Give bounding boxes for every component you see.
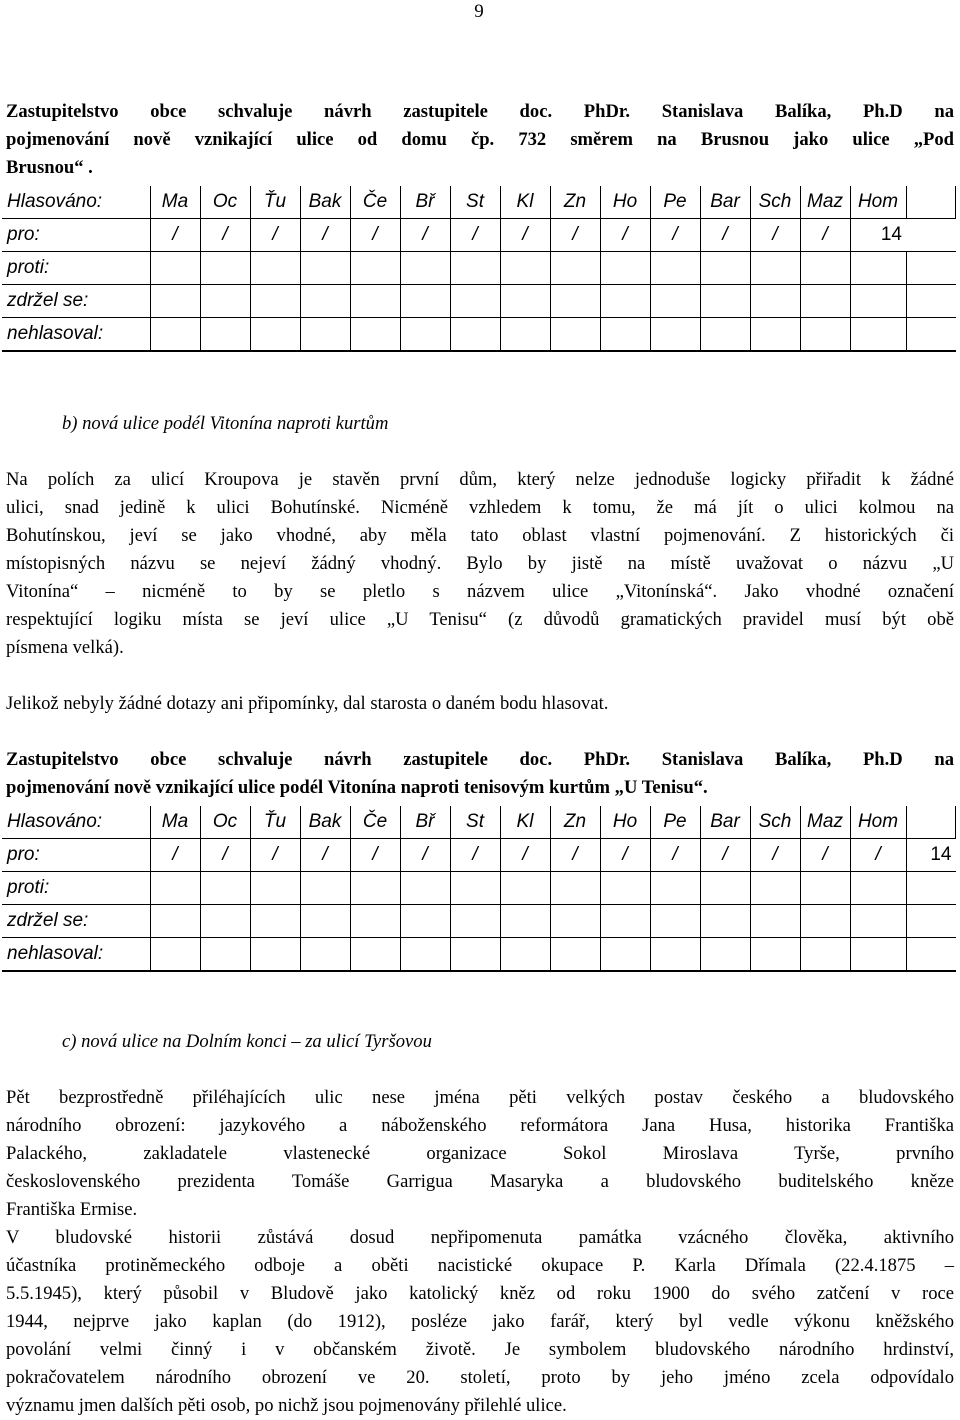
vote-cell [450, 872, 500, 905]
member-abbrev: Oc [200, 806, 250, 839]
vote-header-row [2, 806, 956, 839]
section-b-text [6, 466, 954, 662]
vote-cell [150, 905, 200, 938]
vote-cell [200, 252, 250, 285]
member-abbrev: Ho [600, 806, 650, 839]
vote-cell [700, 872, 750, 905]
text-line: národního obrození: jazykového a náboženského reformátora Jana Husa, historika Františka [6, 1115, 954, 1136]
vote-cell: / [400, 219, 450, 252]
vote-cell [200, 318, 250, 352]
vote-cell [650, 938, 700, 972]
vote-cell [600, 905, 650, 938]
vote-cell [600, 938, 650, 972]
vote-cell [350, 872, 400, 905]
vote-cell [450, 938, 500, 972]
vote-cell [350, 318, 400, 352]
member-abbrev: Sch [750, 806, 800, 839]
vote-cell: / [800, 219, 850, 252]
text-line: Na polích za ulicí Kroupova je stavěn první dům, který nelze jednoduše logicky přiřadit k žádné [6, 469, 954, 490]
vote-header-spacer [906, 186, 956, 219]
vote-cell [850, 318, 906, 352]
vote-cell [800, 252, 850, 285]
vote-cell [450, 285, 500, 318]
vote-row [2, 219, 956, 252]
vote-cell [200, 285, 250, 318]
vote-cell [750, 905, 800, 938]
vote-cell [450, 905, 500, 938]
vote-row [2, 938, 956, 972]
member-abbrev: Ťu [250, 186, 300, 219]
vote-cell [850, 872, 906, 905]
member-abbrev: Kl [500, 806, 550, 839]
vote-header-row [2, 186, 956, 219]
vote-cell: / [700, 839, 750, 872]
vote-cell: / [300, 839, 350, 872]
vote-row-label: proti: [2, 872, 150, 905]
member-abbrev: Če [350, 186, 400, 219]
text-line: 5.5.1945), který působil v Bludově jako katolický kněz od roku 1900 do svého zatčení v roce [6, 1283, 954, 1304]
member-abbrev: Zn [550, 806, 600, 839]
member-abbrev: Maz [800, 186, 850, 219]
text-line: Bohutínskou, jeví se jako vhodné, aby měla tato oblast vlastní pojmenování. Z historických či [6, 525, 954, 546]
vote-cell [700, 905, 750, 938]
text-line: významu jmen dalších pěti osob, po nichž jsou pojmenovány přilehlé ulice. [6, 1395, 567, 1416]
vote-cell [500, 938, 550, 972]
vote-cell [250, 938, 300, 972]
vote-cell [500, 318, 550, 352]
member-abbrev: St [450, 186, 500, 219]
vote-cell [400, 905, 450, 938]
vote-cell [650, 905, 700, 938]
vote-cell: / [600, 219, 650, 252]
vote-cell [800, 285, 850, 318]
vote-cell [400, 252, 450, 285]
vote-row-label: proti: [2, 252, 150, 285]
vote-cell [750, 252, 800, 285]
text-line: respektující logiku místa se jeví ulice „U Tenisu“ (z důvodů gramatických pravidel musí být obě [6, 609, 954, 630]
vote-cell [600, 252, 650, 285]
vote-cell [700, 252, 750, 285]
vote-cell [200, 905, 250, 938]
vote-cell [500, 252, 550, 285]
vote-row [2, 285, 956, 318]
member-abbrev: Bř [400, 186, 450, 219]
note-line: Jelikož nebyly žádné dotazy ani připomínky, dal starosta o daném bodu hlasovat. [6, 693, 609, 714]
vote-cell [300, 938, 350, 972]
vote-cell [550, 285, 600, 318]
vote-cell: / [750, 219, 800, 252]
vote-cell: / [200, 219, 250, 252]
text-line: pojmenování nově vznikající ulice podél Vitonína naproti tenisovým kurtům „U Tenisu“. [6, 777, 708, 798]
member-abbrev: Kl [500, 186, 550, 219]
vote-cell [800, 905, 850, 938]
vote-cell [250, 872, 300, 905]
vote-table-1 [2, 186, 956, 352]
member-abbrev: Hom [850, 186, 906, 219]
vote-cell [450, 318, 500, 352]
member-abbrev: Hom [850, 806, 906, 839]
member-abbrev: Ťu [250, 806, 300, 839]
vote-cell [400, 318, 450, 352]
section-b-note [6, 690, 954, 718]
member-abbrev: Bar [700, 806, 750, 839]
vote-cell [150, 252, 200, 285]
member-abbrev: St [450, 806, 500, 839]
vote-cell [650, 285, 700, 318]
vote-cell: / [150, 219, 200, 252]
vote-row-label: nehlasoval: [2, 318, 150, 352]
vote-cell [200, 872, 250, 905]
vote-cell: / [650, 219, 700, 252]
vote-cell [550, 905, 600, 938]
vote-cell: / [200, 839, 250, 872]
member-abbrev: Sch [750, 186, 800, 219]
vote-row [2, 318, 956, 352]
vote-cell [400, 938, 450, 972]
text-line: povolání velmi činný i v občanském životě. Je symbolem bludovského národního hrdinství, [6, 1339, 954, 1360]
vote-total: 14 [850, 219, 906, 252]
vote-cell [550, 252, 600, 285]
vote-cell [650, 318, 700, 352]
member-abbrev: Ma [150, 186, 200, 219]
member-abbrev: Bak [300, 186, 350, 219]
text-line: písmena velká). [6, 637, 124, 658]
vote-cell [350, 285, 400, 318]
vote-cell [750, 285, 800, 318]
vote-cell [150, 285, 200, 318]
vote-cell: / [300, 219, 350, 252]
member-abbrev: Zn [550, 186, 600, 219]
text-line: Zastupitelstvo obce schvaluje návrh zastupitele doc. PhDr. Stanislava Balíka, Ph.D na [6, 101, 954, 122]
vote-cell [350, 252, 400, 285]
text-line: pojmenování nově vznikající ulice od domu čp. 732 směrem na Brusnou jako ulice „Pod [6, 129, 954, 150]
vote-cell [450, 252, 500, 285]
vote-total [906, 938, 956, 972]
vote-cell [500, 872, 550, 905]
vote-header-label: Hlasováno: [2, 186, 150, 219]
vote-cell: / [600, 839, 650, 872]
member-abbrev: Maz [800, 806, 850, 839]
vote-cell: / [250, 839, 300, 872]
vote-cell [350, 905, 400, 938]
vote-cell [650, 872, 700, 905]
vote-cell: / [550, 219, 600, 252]
vote-row-label: nehlasoval: [2, 938, 150, 972]
vote-cell [800, 318, 850, 352]
text-line: Františka Ermise. [6, 1199, 138, 1220]
vote-cell [700, 285, 750, 318]
vote-cell [150, 872, 200, 905]
text-line: Brusnou“ . [6, 157, 93, 178]
vote-cell [350, 938, 400, 972]
text-line: ulici, snad jedině k ulici Bohutínské. Nicméně vzhledem k tomu, že má jít o ulici kolmou na [6, 497, 954, 518]
vote-cell [250, 905, 300, 938]
vote-cell [600, 285, 650, 318]
vote-cell [550, 872, 600, 905]
vote-total [906, 872, 956, 905]
vote-row-label: zdržel se: [2, 905, 150, 938]
vote-cell [300, 285, 350, 318]
vote-cell: / [850, 839, 906, 872]
section-b-heading: b) nová ulice podél Vitonína naproti kurtům [62, 413, 389, 434]
text-line: místopisných názvu se nejeví žádný vhodný. Bylo by jistě na místě uvažovat o názvu „U [6, 553, 954, 574]
vote-cell: / [150, 839, 200, 872]
vote-table-2 [2, 806, 956, 972]
vote-total [906, 905, 956, 938]
text-line: Palackého, zakladatele vlastenecké organizace Sokol Miroslava Tyrše, prvního [6, 1143, 954, 1164]
vote-cell [200, 938, 250, 972]
vote-cell [500, 905, 550, 938]
vote-cell: / [350, 219, 400, 252]
vote-cell: / [250, 219, 300, 252]
vote-row [2, 872, 956, 905]
vote-cell: / [650, 839, 700, 872]
member-abbrev: Bř [400, 806, 450, 839]
vote-cell [600, 872, 650, 905]
vote-cell: / [750, 839, 800, 872]
vote-cell: / [500, 839, 550, 872]
vote-cell: / [550, 839, 600, 872]
vote-cell [800, 938, 850, 972]
vote-cell [700, 318, 750, 352]
vote-cell: / [450, 839, 500, 872]
text-line: Zastupitelstvo obce schvaluje návrh zastupitele doc. PhDr. Stanislava Balíka, Ph.D na [6, 749, 954, 770]
vote-total [906, 318, 956, 352]
vote-row [2, 905, 956, 938]
text-line: Pět bezprostředně přiléhajících ulic nese jména pěti velkých postav českého a bludovského [6, 1087, 954, 1108]
vote-total: 14 [906, 839, 956, 872]
vote-cell: / [700, 219, 750, 252]
text-line: pokračovatelem národního obrození ve 20. století, proto by jeho jméno zcela odpovídalo [6, 1367, 954, 1388]
vote-row-label: pro: [2, 219, 150, 252]
vote-cell: / [350, 839, 400, 872]
vote-total [906, 252, 956, 285]
vote-cell [850, 285, 906, 318]
vote-row [2, 252, 956, 285]
vote-cell [750, 938, 800, 972]
vote-cell [600, 318, 650, 352]
vote-cell [300, 905, 350, 938]
page-number: 9 [474, 1, 484, 22]
member-abbrev: Bak [300, 806, 350, 839]
vote-cell: / [450, 219, 500, 252]
vote-row [2, 839, 956, 872]
vote-cell [850, 905, 906, 938]
vote-header-label: Hlasováno: [2, 806, 150, 839]
resolution-1 [6, 98, 954, 182]
vote-cell [550, 318, 600, 352]
vote-header-spacer [906, 806, 956, 839]
member-abbrev: Ma [150, 806, 200, 839]
vote-cell [700, 938, 750, 972]
vote-row-label: pro: [2, 839, 150, 872]
vote-cell [150, 938, 200, 972]
vote-cell [850, 252, 906, 285]
text-line: 1944, nejprve jako kaplan (do 1912), posléze jako farář, který byl vedle výkonu kněžského [6, 1311, 954, 1332]
vote-cell [800, 872, 850, 905]
text-line: československého prezidenta Tomáše Garrigua Masaryka a bludovského buditelského kněze [6, 1171, 954, 1192]
vote-cell [850, 938, 906, 972]
text-line: V bludovské historii zůstává dosud nepřipomenuta památka vzácného člověka, aktivního [6, 1227, 954, 1248]
vote-cell [250, 318, 300, 352]
vote-cell: / [500, 219, 550, 252]
vote-cell [650, 252, 700, 285]
vote-row-label: zdržel se: [2, 285, 150, 318]
vote-cell [750, 872, 800, 905]
vote-cell [150, 318, 200, 352]
member-abbrev: Pe [650, 186, 700, 219]
member-abbrev: Če [350, 806, 400, 839]
section-c-paragraph-1 [6, 1084, 954, 1224]
text-line: účastníka protiněmeckého odboje a oběti nacistické okupace P. Karla Dřímala (22.4.1875 – [6, 1255, 954, 1276]
vote-cell [250, 285, 300, 318]
vote-cell: / [800, 839, 850, 872]
vote-cell [500, 285, 550, 318]
member-abbrev: Ho [600, 186, 650, 219]
vote-total [906, 285, 956, 318]
member-abbrev: Oc [200, 186, 250, 219]
vote-cell [400, 872, 450, 905]
vote-cell [250, 252, 300, 285]
vote-cell [300, 872, 350, 905]
member-abbrev: Pe [650, 806, 700, 839]
vote-cell [550, 938, 600, 972]
vote-cell [750, 318, 800, 352]
vote-cell: / [400, 839, 450, 872]
section-c-paragraph-2 [6, 1224, 954, 1420]
member-abbrev: Bar [700, 186, 750, 219]
vote-cell [400, 285, 450, 318]
text-line: Vitonína“ – nicméně to by se pletlo s názvem ulice „Vitonínská“. Jako vhodné označení [6, 581, 954, 602]
vote-total [906, 219, 956, 252]
vote-cell [300, 252, 350, 285]
section-c-heading: c) nová ulice na Dolním konci – za ulicí Tyršovou [62, 1031, 432, 1052]
resolution-2 [6, 746, 954, 802]
vote-cell [300, 318, 350, 352]
